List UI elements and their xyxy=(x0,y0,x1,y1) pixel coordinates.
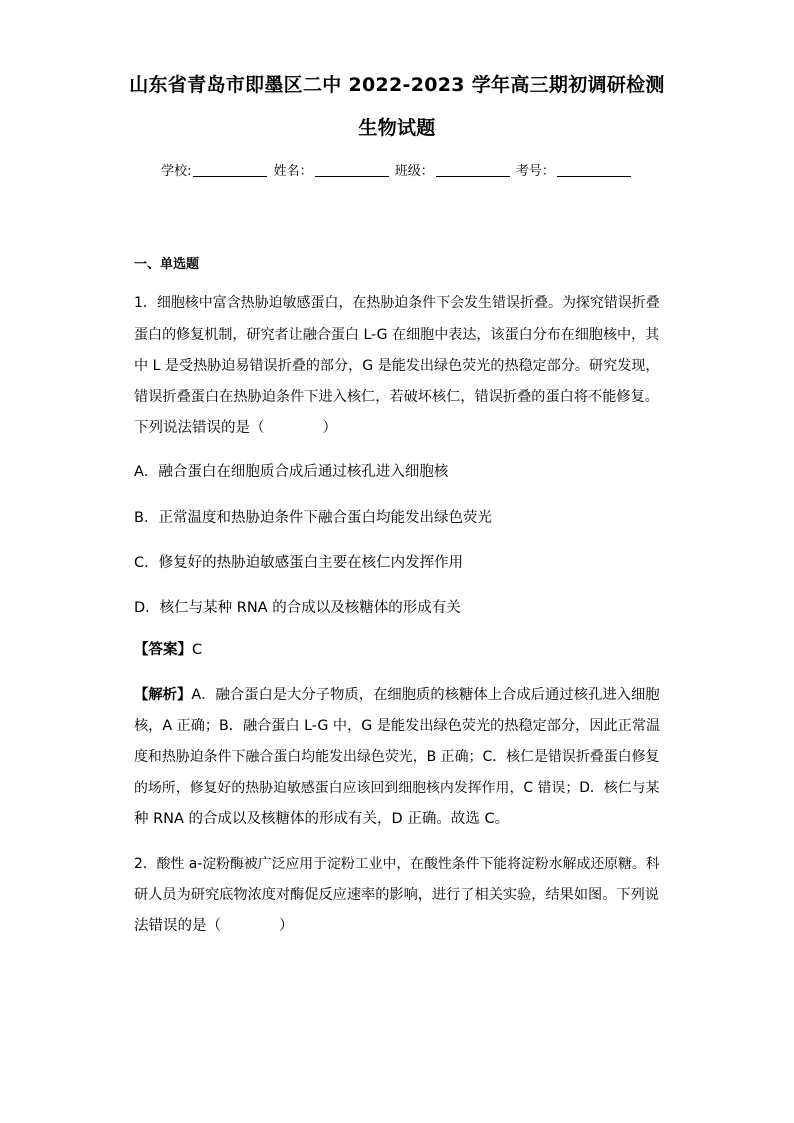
q1-stem-line: 下列说法错误的是（ ） xyxy=(134,420,337,436)
q2-stem-line: 研人员为研究底物浓度对酶促反应速率的影响，进行了相关实验，结果如图。下列说 xyxy=(134,887,659,903)
q1-analysis-line: 度和热胁迫条件下融合蛋白均能发出绿色荧光，B 正确；C．核仁是错误折叠蛋白修复 xyxy=(134,749,660,765)
q1-analysis-line: 的场所，修复好的热胁迫敏感蛋白应该回到细胞核内发挥作用，C 错误；D．核仁与某 xyxy=(134,780,660,796)
answer-value: C xyxy=(192,642,203,658)
analysis-label: 【解析】 xyxy=(134,687,192,703)
q1-stem-line: 1．细胞核中富含热胁迫敏感蛋白，在热胁迫条件下会发生错误折叠。为探究错误折叠 xyxy=(134,295,660,311)
school-blank[interactable] xyxy=(193,164,267,177)
q1-stem-line: 中 L 是受热胁迫易错误折叠的部分，G 是能发出绿色荧光的热稳定部分。研究发现， xyxy=(134,358,660,374)
q1-analysis-line xyxy=(134,686,660,704)
answer-label: 【答案】 xyxy=(134,642,192,658)
exam-title: 山东省青岛市即墨区二中 2022-2023 学年高三期初调研检测 xyxy=(129,74,665,96)
name-label: 姓名： xyxy=(273,164,313,179)
student-info-line xyxy=(0,160,794,179)
q1-option-c: C．修复好的热胁迫敏感蛋白主要在核仁内发挥作用 xyxy=(134,555,464,571)
q2-stem-line: 2．酸性 a-淀粉酶被广泛应用于淀粉工业中，在酸性条件下能将淀粉水解成还原糖。科 xyxy=(134,856,660,872)
school-label: 学校: xyxy=(161,164,192,179)
q1-option-d: D．核仁与某种 RNA 的合成以及核糖体的形成有关 xyxy=(134,600,461,616)
q1-analysis-line: 核，A 正确；B．融合蛋白 L-G 中，G 是能发出绿色荧光的热稳定部分，因此正常温 xyxy=(134,718,661,734)
q1-stem-line: 错误折叠蛋白在热胁迫条件下进入核仁，若破坏核仁，错误折叠的蛋白将不能修复。 xyxy=(134,389,659,405)
exam-no-label: 考号： xyxy=(515,164,555,179)
class-label: 班级： xyxy=(394,164,434,179)
q2-stem-line: 法错误的是（ ） xyxy=(134,918,294,934)
class-blank[interactable] xyxy=(436,164,510,177)
q1-analysis-line: 种 RNA 的合成以及核糖体的形成有关，D 正确。故选 C。 xyxy=(134,811,510,827)
q1-option-a: A．融合蛋白在细胞质合成后通过核孔进入细胞核 xyxy=(134,464,449,480)
name-blank[interactable] xyxy=(315,164,389,177)
analysis-text: A．融合蛋白是大分子物质，在细胞质的核糖体上合成后通过核孔进入细胞 xyxy=(191,687,660,703)
q1-stem-line: 蛋白的修复机制，研究者让融合蛋白 L-G 在细胞中表达，该蛋白分布在细胞核中，其 xyxy=(134,327,660,343)
q1-answer xyxy=(134,641,202,659)
section-title: 一、单选题 xyxy=(134,257,200,272)
q1-option-b: B．正常温度和热胁迫条件下融合蛋白均能发出绿色荧光 xyxy=(134,510,492,526)
exam-no-blank[interactable] xyxy=(557,164,631,177)
exam-subtitle: 生物试题 xyxy=(358,117,436,139)
